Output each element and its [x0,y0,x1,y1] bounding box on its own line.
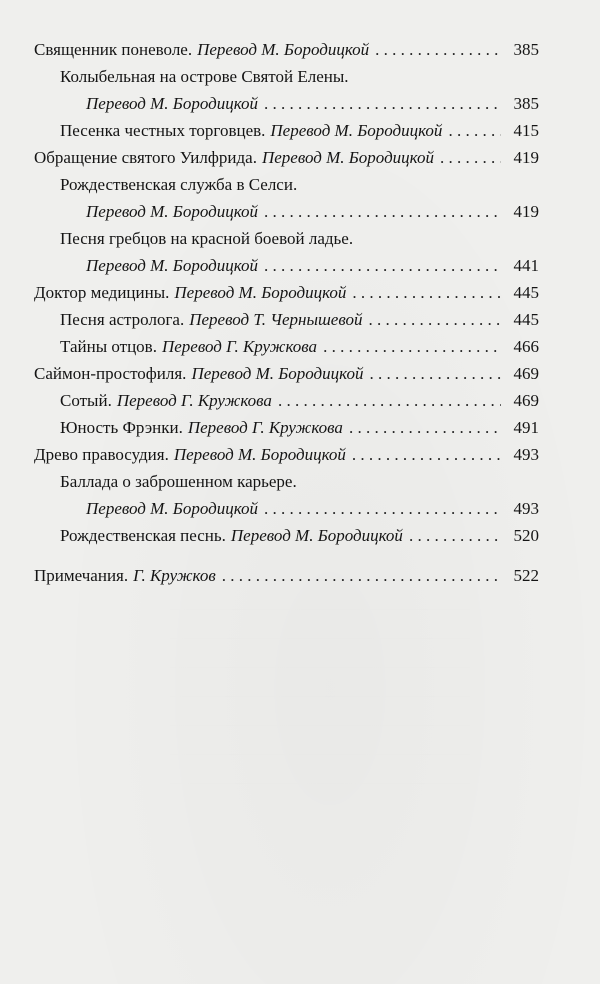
toc-entry-page-number: 385 [513,40,539,59]
toc-entry-page-number: 419 [513,148,539,167]
toc-entry-translator: Перевод М. Бородицкой [86,256,259,275]
toc-entry [34,468,539,495]
toc-entry-title: Колыбельная на острове Святой Елены. [60,67,349,86]
toc-entry-translator: Перевод М. Бородицкой [230,526,403,545]
toc-entry-title: Саймон-простофиля. [34,364,187,383]
toc-entry-page-number: 466 [513,337,539,356]
toc-entry [34,414,539,441]
toc-entry-line [60,522,539,549]
toc-entry-line [60,225,539,252]
dot-leader [264,495,501,522]
toc-entry-translator: Перевод Г. Кружкова [187,418,343,437]
toc-entry-line [60,468,539,495]
toc-entry [34,144,539,171]
toc-entry-translator: Перевод М. Бородицкой [86,202,259,221]
dot-leader [323,333,501,360]
dot-leader [352,441,501,468]
toc-entry-line [34,144,539,171]
toc-entry-title: Песня гребцов на красной боевой ладье. [60,229,354,248]
dot-leader [440,144,501,171]
toc-entry-line [60,171,539,198]
toc-entry-line [60,63,539,90]
toc-entry [34,522,539,549]
dot-leader [448,117,501,144]
toc-entry [34,63,539,90]
toc-entry-translator: Перевод Т. Чернышевой [189,310,363,329]
toc-entry [34,117,539,144]
show-through-text [170,560,470,820]
toc-entry-title: Обращение святого Уилфрида. [34,148,257,167]
toc-entry-line [60,387,539,414]
toc-entry-translator: Перевод Г. Кружкова [116,391,272,410]
toc-entry-line [34,441,539,468]
toc-entry-title: Тайны отцов. [60,337,157,356]
toc-entry-translator: Перевод М. Бородицкой [197,40,370,59]
toc-entry-line [86,252,539,279]
dot-leader [222,562,501,589]
toc-entry-page-number: 445 [513,283,539,302]
toc-entry-page-number: 493 [513,445,539,464]
toc-entry-title: Рождественская служба в Селси. [60,175,298,194]
toc-entry [34,171,539,198]
dot-leader [349,414,501,441]
toc-entry-title: Священник поневоле. [34,40,193,59]
toc-entry-page-number: 493 [513,499,539,518]
toc-entry [34,225,539,252]
toc-entry-page-number: 445 [513,310,539,329]
toc-entry [34,252,539,279]
toc-entry [34,495,539,522]
toc-entry-title: Примечания. [34,566,129,585]
dot-leader [264,252,501,279]
dot-leader [375,36,501,63]
toc-entry-line [60,414,539,441]
toc-entry-line [60,333,539,360]
toc-entry-page-number: 419 [513,202,539,221]
toc-entry-title: Доктор медицины. [34,283,170,302]
dot-leader [264,198,501,225]
toc-entry-translator: Перевод М. Бородицкой [261,148,434,167]
toc-entry-line [86,198,539,225]
table-of-contents [34,36,539,589]
toc-entry [34,441,539,468]
toc-entry [34,36,539,63]
toc-entry-translator: Перевод М. Бородицкой [86,499,259,518]
toc-entry-line [34,562,539,589]
toc-entry-line [34,360,539,387]
toc-entry-translator: Г. Кружков [133,566,216,585]
dot-leader [278,387,501,414]
dot-leader [369,360,501,387]
toc-entry [34,198,539,225]
toc-entry [34,90,539,117]
toc-entry-title: Песня астролога. [60,310,185,329]
toc-entry-page-number: 522 [513,566,539,585]
toc-entry-line [60,117,539,144]
toc-entry [34,279,539,306]
toc-entry-translator: Перевод М. Бородицкой [174,283,347,302]
dot-leader [352,279,501,306]
toc-entry-title: Песенка честных торговцев. [60,121,266,140]
toc-entry-title: Рождественская песнь. [60,526,226,545]
toc-entry [34,562,539,589]
toc-entry-line [86,90,539,117]
toc-entry-translator: Перевод М. Бородицкой [86,94,259,113]
toc-entry-title: Сотый. [60,391,112,410]
toc-entry-translator: Перевод М. Бородицкой [173,445,346,464]
toc-entry-line [86,495,539,522]
dot-leader [369,306,502,333]
toc-entry-title: Баллада о заброшенном карьере. [60,472,297,491]
toc-entry-title: Древо правосудия. [34,445,169,464]
toc-entry [34,387,539,414]
toc-entry-page-number: 469 [513,391,539,410]
toc-entry-page-number: 491 [513,418,539,437]
dot-leader [264,90,501,117]
toc-entry-page-number: 520 [513,526,539,545]
toc-entry-line [34,279,539,306]
toc-entry-page-number: 385 [513,94,539,113]
toc-entry [34,360,539,387]
dot-leader [409,522,501,549]
toc-entry-translator: Перевод М. Бородицкой [191,364,364,383]
toc-entry-page-number: 441 [513,256,539,275]
toc-entry [34,333,539,360]
toc-entry-line [34,36,539,63]
toc-entry-page-number: 415 [513,121,539,140]
toc-entry-title: Юность Фрэнки. [60,418,183,437]
toc-entry-translator: Перевод Г. Кружкова [161,337,318,356]
toc-entry-page-number: 469 [513,364,539,383]
toc-entry-line [60,306,539,333]
toc-entry [34,306,539,333]
toc-entry-translator: Перевод М. Бородицкой [270,121,443,140]
